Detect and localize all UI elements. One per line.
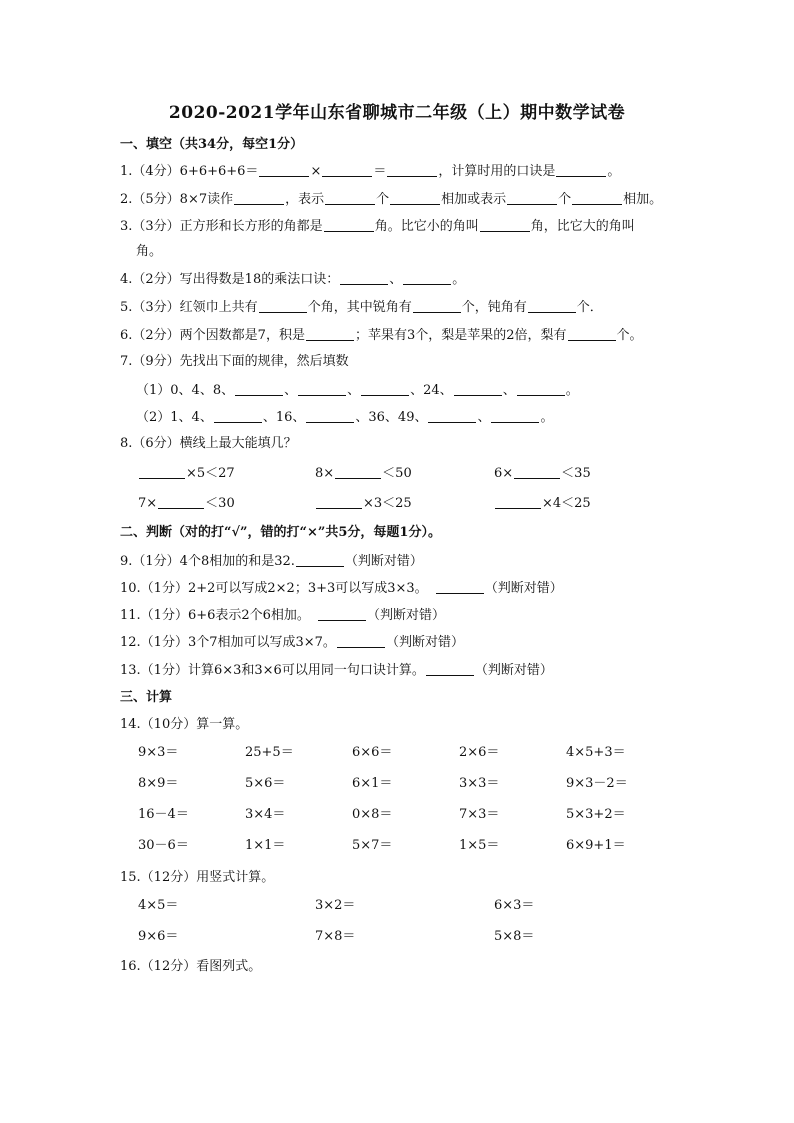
answer-blank[interactable] xyxy=(413,298,461,313)
calculation-item: 30－6＝ xyxy=(138,838,189,853)
question-8-item: 8× ＜50 xyxy=(315,466,412,481)
calculation-item: 5×3+2＝ xyxy=(566,807,626,822)
answer-blank[interactable] xyxy=(480,217,530,232)
answer-blank[interactable] xyxy=(361,381,409,396)
question-8-item: 6× ＜35 xyxy=(494,466,591,481)
calculation-item: 2×6＝ xyxy=(459,745,500,760)
question-2: 2.（5分）8×7读作 ，表示 个 相加或表示 个 相加。 xyxy=(120,192,663,207)
question-14: 14.（10分）算一算。 xyxy=(120,717,249,732)
answer-blank[interactable] xyxy=(324,217,374,232)
question-11: 11.（1分）6+6表示2个6相加。 （判断对错） xyxy=(120,608,445,623)
calculation-item: 7×3＝ xyxy=(459,807,500,822)
section-fill-in-heading: 一、填空（共34分，每空1分） xyxy=(120,137,304,152)
answer-blank[interactable] xyxy=(491,408,539,423)
section-true-false-heading: 二、判断（对的打“√”，错的打“×”共5分，每题1分）。 xyxy=(120,525,441,540)
answer-blank[interactable] xyxy=(318,606,366,621)
answer-blank[interactable] xyxy=(454,381,502,396)
answer-blank[interactable] xyxy=(322,162,372,177)
answer-blank[interactable] xyxy=(296,552,344,567)
answer-blank[interactable] xyxy=(234,190,284,205)
calculation-item: 8×9＝ xyxy=(138,776,179,791)
answer-blank[interactable] xyxy=(337,633,385,648)
answer-blank[interactable] xyxy=(556,162,606,177)
question-8-item: 7× ＜30 xyxy=(138,496,235,511)
calculation-item: 7×8＝ xyxy=(315,929,356,944)
answer-blank[interactable] xyxy=(572,190,622,205)
question-3-continued: 角。 xyxy=(136,244,163,259)
answer-blank[interactable] xyxy=(306,326,354,341)
question-9: 9.（1分）4个8相加的和是32. （判断对错） xyxy=(120,554,423,569)
calculation-item: 9×6＝ xyxy=(138,929,179,944)
calculation-item: 6×1＝ xyxy=(352,776,393,791)
answer-blank[interactable] xyxy=(517,381,565,396)
question-7: 7.（9分）先找出下面的规律，然后填数 xyxy=(120,354,349,369)
calculation-item: 16－4＝ xyxy=(138,807,189,822)
calculation-item: 5×7＝ xyxy=(352,838,393,853)
answer-blank[interactable] xyxy=(514,464,560,479)
answer-blank[interactable] xyxy=(325,190,375,205)
answer-blank[interactable] xyxy=(235,381,283,396)
question-10: 10.（1分）2+2可以写成2×2；3+3可以写成3×3。 （判断对错） xyxy=(120,581,563,596)
exam-title: 2020-2021学年山东省聊城市二年级（上）期中数学试卷 xyxy=(168,103,626,123)
question-8-item: ×4＜25 xyxy=(494,494,591,513)
question-15: 15.（12分）用竖式计算。 xyxy=(120,870,275,885)
answer-blank[interactable] xyxy=(426,661,474,676)
calculation-item: 4×5＝ xyxy=(138,898,179,913)
calculation-item: 3×3＝ xyxy=(459,776,500,791)
calculation-item: 1×1＝ xyxy=(245,838,286,853)
answer-blank[interactable] xyxy=(387,162,437,177)
answer-blank[interactable] xyxy=(259,298,307,313)
question-8: 8.（6分）横线上最大能填几？ xyxy=(120,436,297,451)
answer-blank[interactable] xyxy=(259,162,309,177)
answer-blank[interactable] xyxy=(316,494,362,509)
answer-blank[interactable] xyxy=(568,326,616,341)
answer-blank[interactable] xyxy=(214,408,262,423)
question-13: 13.（1分）计算6×3和3×6可以用同一句口诀计算。 （判断对错） xyxy=(120,663,553,678)
answer-blank[interactable] xyxy=(390,190,440,205)
question-3: 3.（3分）正方形和长方形的角都是 角。比它小的角叫 角，比它大的角叫 xyxy=(120,219,635,234)
question-8-item: ×5＜27 xyxy=(138,464,235,483)
calculation-item: 0×8＝ xyxy=(352,807,393,822)
calculation-item: 3×4＝ xyxy=(245,807,286,822)
answer-blank[interactable] xyxy=(436,579,484,594)
answer-blank[interactable] xyxy=(298,381,346,396)
section-calculation-heading: 三、计算 xyxy=(120,690,173,705)
calculation-item: 6×9+1＝ xyxy=(566,838,626,853)
calculation-item: 5×8＝ xyxy=(494,929,535,944)
question-4: 4.（2分）写出得数是18的乘法口诀： 、 。 xyxy=(120,272,466,287)
question-5: 5.（3分）红领巾上共有 个角，其中锐角有 个，钝角有 个． xyxy=(120,300,603,315)
calculation-item: 4×5+3＝ xyxy=(566,745,626,760)
answer-blank[interactable] xyxy=(340,270,388,285)
answer-blank[interactable] xyxy=(528,298,576,313)
calculation-item: 25+5＝ xyxy=(245,745,294,760)
question-7-row-1: （1）0、4、8、 、 、 、24、 、 。 xyxy=(136,383,579,398)
answer-blank[interactable] xyxy=(306,408,354,423)
calculation-item: 5×6＝ xyxy=(245,776,286,791)
answer-blank[interactable] xyxy=(335,464,381,479)
question-1: 1.（4分）6+6+6+6＝ × ＝ ，计算时用的口诀是 。 xyxy=(120,164,621,179)
question-8-item: ×3＜25 xyxy=(315,494,412,513)
calculation-item: 6×3＝ xyxy=(494,898,535,913)
calculation-item: 3×2＝ xyxy=(315,898,356,913)
question-6: 6.（2分）两个因数都是7，积是 ；苹果有3个，梨是苹果的2倍，梨有 个。 xyxy=(120,328,643,343)
answer-blank[interactable] xyxy=(139,464,185,479)
question-7-row-2: （2）1、4、 、16、 、36、49、 、 。 xyxy=(136,410,554,425)
answer-blank[interactable] xyxy=(403,270,451,285)
answer-blank[interactable] xyxy=(507,190,557,205)
question-16: 16.（12分）看图列式。 xyxy=(120,959,262,974)
calculation-item: 9×3－2＝ xyxy=(566,776,628,791)
question-12: 12.（1分）3个7相加可以写成3×7。 （判断对错） xyxy=(120,635,464,650)
answer-blank[interactable] xyxy=(428,408,476,423)
answer-blank[interactable] xyxy=(495,494,541,509)
calculation-item: 6×6＝ xyxy=(352,745,393,760)
answer-blank[interactable] xyxy=(158,494,204,509)
calculation-item: 9×3＝ xyxy=(138,745,179,760)
calculation-item: 1×5＝ xyxy=(459,838,500,853)
